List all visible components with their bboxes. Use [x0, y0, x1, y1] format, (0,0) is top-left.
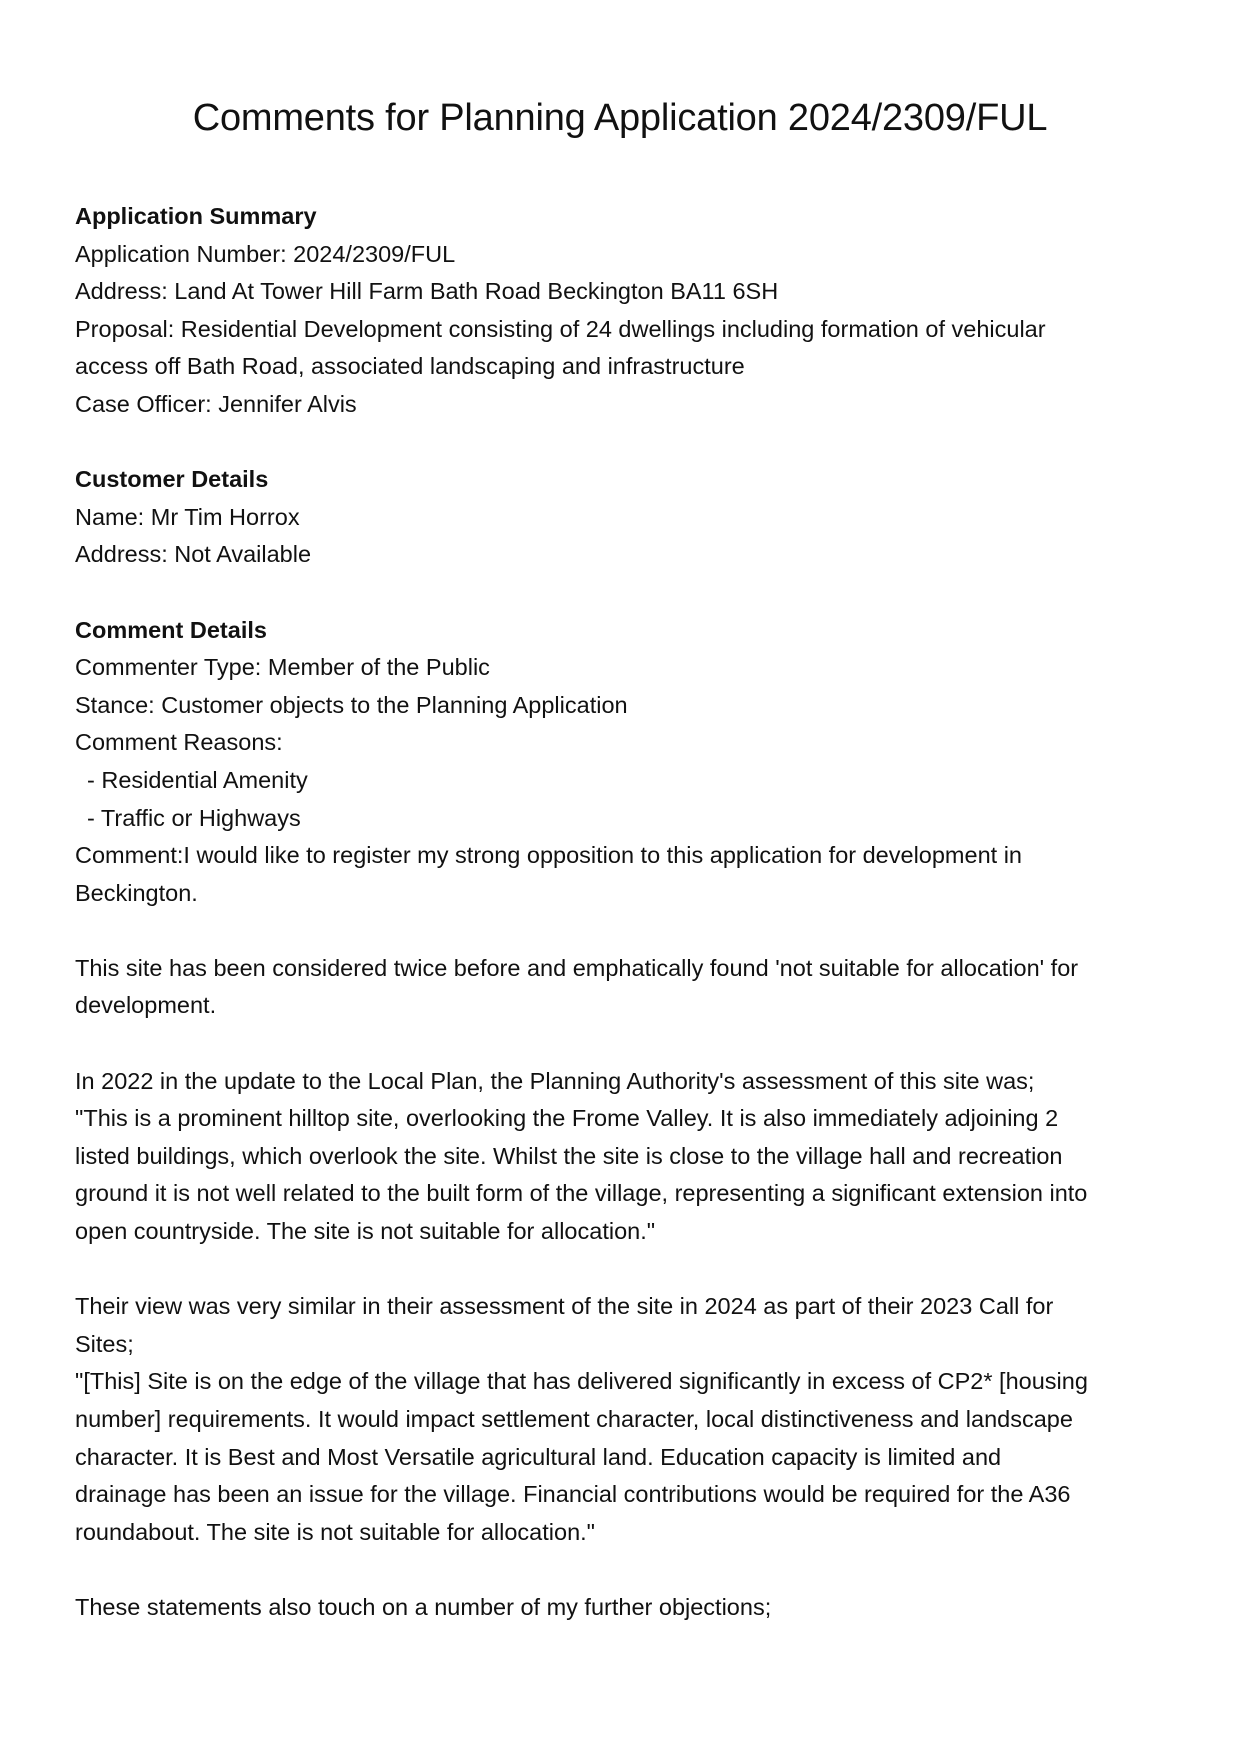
comment-paragraph — [75, 1589, 1175, 1627]
paragraph-line: listed buildings, which overlook the site. Whilst the site is close to the village hall and recreation — [75, 1142, 1063, 1169]
paragraph-line: This site has been considered twice before and emphatically found 'not suitable for allocation' for — [75, 954, 1079, 981]
customer-details-section — [75, 461, 1175, 574]
paragraph-line: Their view was very similar in their assessment of the site in 2024 as part of their 2023 Call for — [75, 1293, 1054, 1320]
comment-paragraph — [75, 950, 1175, 1025]
paragraph-line: character. It is Best and Most Versatile agricultural land. Education capacity is limited and — [75, 1443, 1002, 1470]
paragraph-line: roundabout. The site is not suitable for allocation." — [75, 1518, 596, 1545]
paragraph-line: ground it is not well related to the built form of the village, representing a significant extension into — [75, 1180, 1088, 1207]
spacer — [75, 424, 1175, 462]
application-address: Address: Land At Tower Hill Farm Bath Road Beckington BA11 6SH — [75, 278, 779, 305]
comment-text-line: Beckington. — [75, 879, 198, 906]
paragraph-line: number] requirements. It would impact settlement character, local distinctiveness and landscape — [75, 1406, 1073, 1432]
paragraph-line: Sites; — [75, 1330, 134, 1357]
customer-details-heading: Customer Details — [75, 466, 269, 493]
comment-paragraph — [75, 1288, 1175, 1551]
customer-address: Address: Not Available — [75, 541, 312, 568]
comment-text-line: Comment:I would like to register my strong opposition to this application for development in — [75, 842, 1022, 869]
commenter-type: Commenter Type: Member of the Public — [75, 654, 490, 681]
comment-reason-item: - Traffic or Highways — [87, 804, 301, 831]
paragraph-line: open countryside. The site is not suitable for allocation." — [75, 1218, 656, 1245]
paragraph-line: development. — [75, 992, 217, 1019]
document-body — [75, 198, 1175, 1627]
spacer — [75, 574, 1175, 612]
spacer — [75, 1025, 1175, 1063]
paragraph-line: In 2022 in the update to the Local Plan, the Planning Authority's assessment of this site was; — [75, 1067, 1035, 1094]
comment-reason-item: - Residential Amenity — [87, 766, 308, 793]
spacer — [75, 1251, 1175, 1289]
application-number: Application Number: 2024/2309/FUL — [75, 240, 456, 267]
paragraph-line: "[This] Site is on the edge of the village that has delivered significantly in excess of CP2* [housing — [75, 1368, 1088, 1395]
paragraph-line: drainage has been an issue for the village. Financial contributions would be required for the A36 — [75, 1481, 1071, 1508]
spacer — [75, 1551, 1175, 1589]
comment-details-section — [75, 612, 1175, 913]
comment-reasons-label: Comment Reasons: — [75, 729, 283, 756]
comment-details-heading: Comment Details — [75, 616, 267, 643]
paragraph-line: "This is a prominent hilltop site, overlooking the Frome Valley. It is also immediately adjoining 2 — [75, 1105, 1059, 1132]
application-proposal-line-2: access off Bath Road, associated landscaping and infrastructure — [75, 353, 745, 380]
comment-paragraph — [75, 1063, 1175, 1251]
case-officer: Case Officer: Jennifer Alvis — [75, 390, 357, 417]
paragraph-line: These statements also touch on a number of my further objections; — [75, 1593, 772, 1620]
application-summary-section — [75, 198, 1175, 424]
application-summary-heading: Application Summary — [75, 203, 317, 229]
customer-name: Name: Mr Tim Horrox — [75, 503, 300, 530]
application-proposal-line-1: Proposal: Residential Development consisting of 24 dwellings including formation of vehicular — [75, 315, 1046, 342]
page-title: Comments for Planning Application 2024/2309/FUL — [192, 97, 1048, 139]
stance: Stance: Customer objects to the Planning Application — [75, 691, 628, 718]
spacer — [75, 912, 1175, 950]
